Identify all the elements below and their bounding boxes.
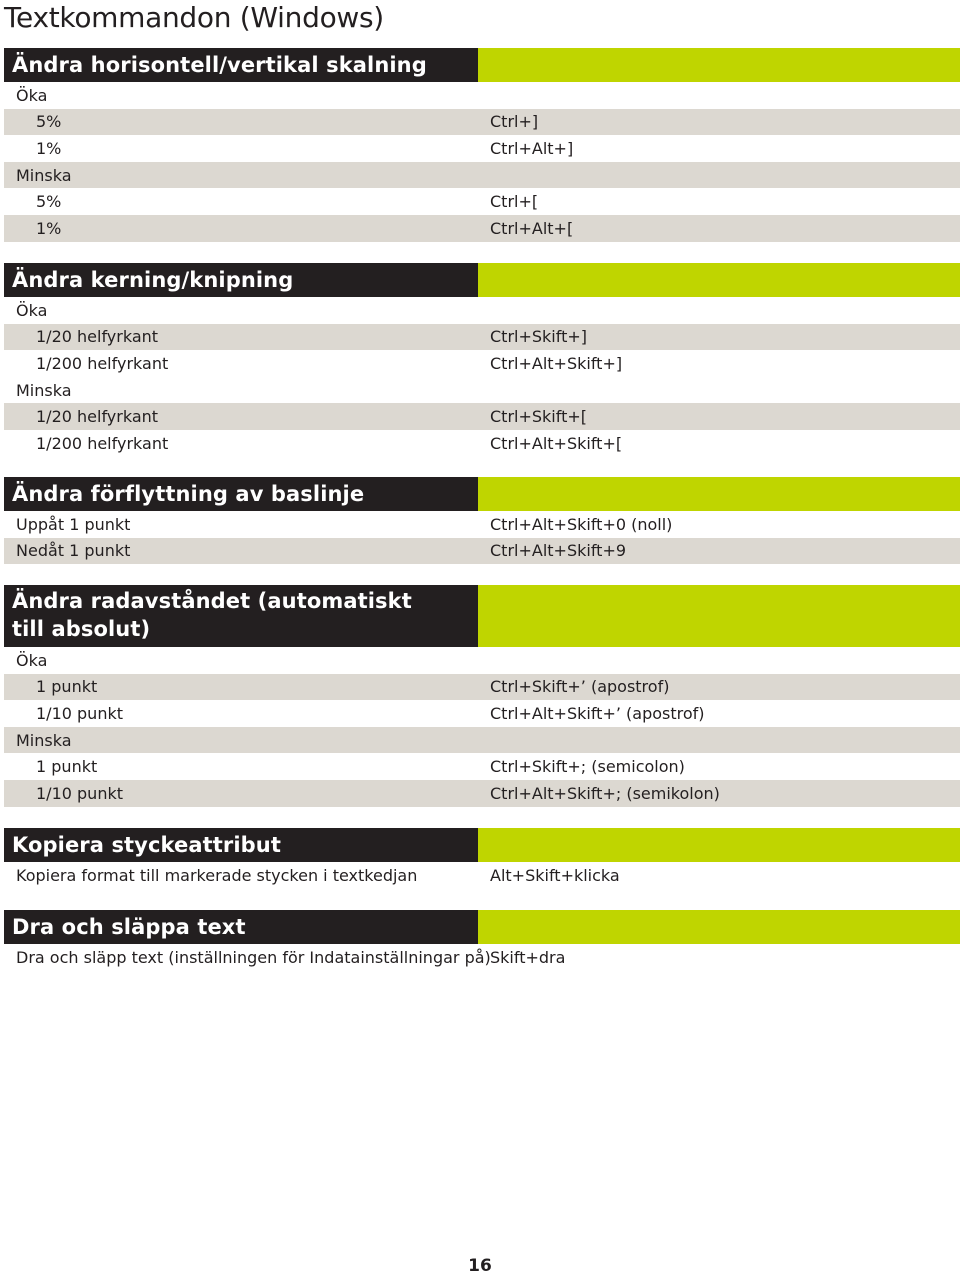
row-shortcut: Ctrl+Alt+Skift+0 (noll): [490, 514, 673, 534]
section-header-accent-bar: [478, 477, 960, 511]
row-shortcut: Ctrl+Alt+Skift+[: [490, 433, 623, 453]
row-shortcut: Ctrl+Alt+[: [490, 218, 574, 238]
table-row: [4, 753, 960, 780]
table-row: [4, 511, 960, 538]
row-label: 1/200 helfyrkant: [36, 433, 169, 453]
table-row: [4, 188, 960, 215]
row-shortcut: Ctrl+]: [490, 112, 539, 132]
section-baseline-shift: [4, 477, 960, 564]
table-row: [4, 162, 960, 189]
page-number: 16: [468, 1256, 492, 1276]
table-row: [4, 538, 960, 565]
row-label: Minska: [16, 380, 72, 400]
table-row: [4, 82, 960, 109]
row-label: Öka: [16, 650, 48, 670]
row-label: 1/200 helfyrkant: [36, 353, 169, 373]
section-title-line-1: Ändra radavståndet (automatiskt: [12, 589, 412, 613]
table-row: [4, 944, 960, 971]
row-shortcut: Ctrl+Skift+’ (apostrof): [490, 677, 670, 697]
table-row: [4, 430, 960, 457]
row-label: 5%: [36, 192, 62, 212]
row-shortcut: Skift+dra: [490, 947, 566, 967]
row-label: 1%: [36, 218, 62, 238]
table-row: [4, 674, 960, 701]
section-header-accent-bar: [478, 828, 960, 862]
table-row: [4, 780, 960, 807]
row-label: Minska: [16, 730, 72, 750]
row-label: 1%: [36, 138, 62, 158]
section-header-accent-bar: [478, 585, 960, 647]
section-header-accent-bar: [478, 910, 960, 944]
row-label: Öka: [16, 300, 48, 320]
section-kerning: [4, 263, 960, 457]
row-label: 1/10 punkt: [36, 703, 123, 723]
section-header-accent-bar: [478, 263, 960, 297]
section-title: Ändra förflyttning av baslinje: [4, 477, 478, 511]
row-shortcut: Ctrl+[: [490, 192, 539, 212]
row-label: Nedåt 1 punkt: [16, 541, 131, 561]
section-header: [4, 910, 960, 944]
row-label: 1 punkt: [36, 757, 98, 777]
row-label: 5%: [36, 112, 62, 132]
table-row: [4, 215, 960, 242]
table-row: [4, 135, 960, 162]
section-title: Dra och släppa text: [4, 910, 478, 944]
row-label: Öka: [16, 85, 48, 105]
section-copy-paragraph-attributes: [4, 828, 960, 889]
row-shortcut: Ctrl+Alt+Skift+9: [490, 541, 627, 561]
row-shortcut: Ctrl+Alt+Skift+’ (apostrof): [490, 703, 705, 723]
section-header-accent-bar: [478, 48, 960, 82]
table-row: [4, 647, 960, 674]
row-label: 1/20 helfyrkant: [36, 407, 159, 427]
table-row: [4, 324, 960, 351]
section-drag-and-drop-text: [4, 910, 960, 971]
row-shortcut: Ctrl+Skift+; (semicolon): [490, 757, 685, 777]
row-label: Uppåt 1 punkt: [16, 514, 131, 534]
row-label: 1/20 helfyrkant: [36, 327, 159, 347]
row-shortcut: Alt+Skift+klicka: [490, 865, 620, 885]
page-title: Textkommandon (Windows): [4, 1, 384, 34]
table-row: [4, 297, 960, 324]
section-header: [4, 828, 960, 862]
table-row: [4, 862, 960, 889]
section-leading: [4, 585, 960, 807]
section-title: Kopiera styckeattribut: [4, 828, 478, 862]
row-shortcut: Ctrl+Skift+[: [490, 407, 588, 427]
row-shortcut: Ctrl+Skift+]: [490, 327, 588, 347]
row-shortcut: Ctrl+Alt+Skift+]: [490, 353, 623, 373]
table-row: [4, 109, 960, 136]
section-title-line-2: till absolut): [12, 617, 151, 641]
row-label: Kopiera format till markerade stycken i textkedjan: [16, 865, 418, 885]
row-label: Minska: [16, 165, 72, 185]
table-row: [4, 350, 960, 377]
table-row: [4, 377, 960, 404]
section-horizontal-vertical-scaling: [4, 48, 960, 242]
section-header: [4, 263, 960, 297]
section-title: Ändra horisontell/vertikal skalning: [4, 48, 478, 82]
section-title: [4, 585, 478, 647]
section-title: Ändra kerning/knipning: [4, 263, 478, 297]
row-label: 1 punkt: [36, 677, 98, 697]
section-header: [4, 48, 960, 82]
table-row: [4, 727, 960, 754]
row-label: 1/10 punkt: [36, 783, 123, 803]
row-label: Dra och släpp text (inställningen för Indatainställningar på): [16, 947, 491, 967]
row-shortcut: Ctrl+Alt+Skift+; (semikolon): [490, 783, 720, 803]
section-header: [4, 477, 960, 511]
row-shortcut: Ctrl+Alt+]: [490, 138, 574, 158]
table-row: [4, 700, 960, 727]
section-header: [4, 585, 960, 647]
table-row: [4, 403, 960, 430]
